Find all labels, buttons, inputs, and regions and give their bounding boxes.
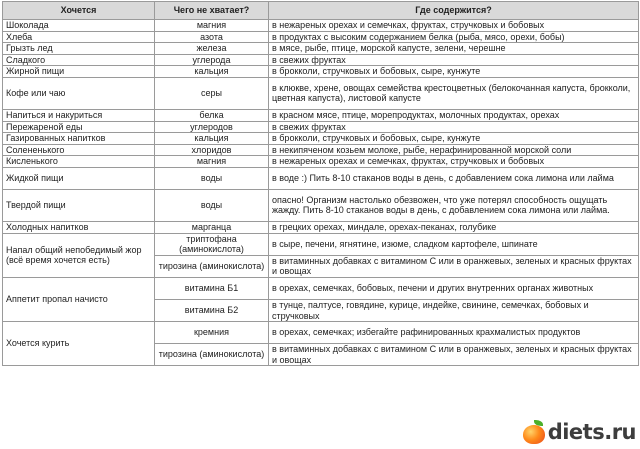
- want-cell: Солененького: [3, 144, 155, 156]
- source-cell: в продуктах с высоким содержанием белка (рыба, мясо, орехи, бобы): [269, 31, 639, 43]
- table-row: [3, 43, 639, 55]
- want-cell: Твердой пищи: [3, 189, 155, 221]
- source-cell: в орехах, семечках, бобовых, печени и других внутренних органах животных: [269, 277, 639, 299]
- table-row: [3, 277, 639, 299]
- source-cell: в орехах, семечках; избегайте рафинированных крахмалистых продуктов: [269, 322, 639, 344]
- need-cell: углеродов: [155, 121, 269, 133]
- want-cell: Хлеба: [3, 31, 155, 43]
- table-row: [3, 121, 639, 133]
- want-cell: Сладкого: [3, 54, 155, 66]
- header-source: Где содержится?: [269, 2, 639, 20]
- source-cell: в свежих фруктах: [269, 121, 639, 133]
- source-cell: в красном мясе, птице, морепродуктах, молочных продуктах, орехах: [269, 109, 639, 121]
- source-cell: в витаминных добавках с витамином С или в оранжевых, зеленых и красных фруктах и овощах: [269, 255, 639, 277]
- source-cell: в брокколи, стручковых и бобовых, сыре, кунжуте: [269, 66, 639, 78]
- need-cell: витамина Б1: [155, 277, 269, 299]
- source-cell: в свежих фруктах: [269, 54, 639, 66]
- source-cell: в мясе, рыбе, птице, морской капусте, зелени, черешне: [269, 43, 639, 55]
- source-cell: в брокколи, стручковых и бобовых, сыре, кунжуте: [269, 133, 639, 145]
- apple-icon: [522, 420, 546, 444]
- table-row: [3, 144, 639, 156]
- need-cell: тирозина (аминокислота): [155, 255, 269, 277]
- source-cell: в нежареных орехах и семечках, фруктах, стручковых и бобовых: [269, 20, 639, 32]
- want-cell-group: Напал общий непобедимый жор (всё время хочется есть): [3, 233, 155, 277]
- table-row: [3, 66, 639, 78]
- table-row: [3, 167, 639, 189]
- need-cell: триптофана (аминокислота): [155, 233, 269, 255]
- table-row: [3, 31, 639, 43]
- site-watermark: [522, 417, 638, 447]
- need-cell: кальция: [155, 66, 269, 78]
- want-cell-group: Аппетит пропал начисто: [3, 277, 155, 321]
- cravings-table: [2, 1, 639, 366]
- header-want: Хочется: [3, 2, 155, 20]
- want-cell: Напиться и накуриться: [3, 109, 155, 121]
- table-row: [3, 322, 639, 344]
- need-cell: углерода: [155, 54, 269, 66]
- want-cell: Газированных напитков: [3, 133, 155, 145]
- need-cell: витамина Б2: [155, 299, 269, 321]
- source-cell: в грецких орехах, миндале, орехах-пеканах, голубике: [269, 221, 639, 233]
- source-cell: в витаминных добавках с витамином С или в оранжевых, зеленых и красных фруктах и овощах: [269, 344, 639, 366]
- want-cell: Холодных напитков: [3, 221, 155, 233]
- want-cell: Кофе или чаю: [3, 77, 155, 109]
- source-cell: в сыре, печени, ягнятине, изюме, сладком картофеле, шпинате: [269, 233, 639, 255]
- want-cell: Пережареной еды: [3, 121, 155, 133]
- need-cell: белка: [155, 109, 269, 121]
- header-need: Чего не хватает?: [155, 2, 269, 20]
- table-row: [3, 156, 639, 168]
- table-row: [3, 133, 639, 145]
- need-cell: азота: [155, 31, 269, 43]
- source-cell: в нежареных орехах и семечках, фруктах, стручковых и бобовых: [269, 156, 639, 168]
- watermark-text: diets.ru: [547, 420, 636, 444]
- need-cell: магния: [155, 156, 269, 168]
- need-cell: железа: [155, 43, 269, 55]
- need-cell: магния: [155, 20, 269, 32]
- source-cell: в клюкве, хрене, овощах семейства крестоцветных (белокочанная капуста, брокколи, цветная капуста), листовой капусте: [269, 77, 639, 109]
- want-cell-group: Хочется курить: [3, 322, 155, 366]
- header-row: [3, 2, 639, 20]
- need-cell: марганца: [155, 221, 269, 233]
- want-cell: Кисленького: [3, 156, 155, 168]
- table-row: [3, 221, 639, 233]
- need-cell: серы: [155, 77, 269, 109]
- table-row: [3, 189, 639, 221]
- table-row: [3, 54, 639, 66]
- want-cell: Грызть лед: [3, 43, 155, 55]
- source-cell: опасно! Организм настолько обезвожен, что уже потерял способность ощущать жажду. Пить 8-10 стаканов воды в день, с добавлением сока лимона или лайма.: [269, 189, 639, 221]
- want-cell: Жирной пищи: [3, 66, 155, 78]
- want-cell: Жидкой пищи: [3, 167, 155, 189]
- need-cell: воды: [155, 167, 269, 189]
- source-cell: в тунце, палтусе, говядине, курице, индейке, свинине, семечках, бобовых и стручковых: [269, 299, 639, 321]
- need-cell: воды: [155, 189, 269, 221]
- table-row: [3, 233, 639, 255]
- source-cell: в воде :) Пить 8-10 стаканов воды в день, с добавлением сока лимона или лайма: [269, 167, 639, 189]
- need-cell: хлоридов: [155, 144, 269, 156]
- source-cell: в некипяченом козьем молоке, рыбе, нерафинированной морской соли: [269, 144, 639, 156]
- table-row: [3, 20, 639, 32]
- need-cell: тирозина (аминокислота): [155, 344, 269, 366]
- need-cell: кальция: [155, 133, 269, 145]
- need-cell: кремния: [155, 322, 269, 344]
- table-row: [3, 109, 639, 121]
- table-row: [3, 77, 639, 109]
- want-cell: Шоколада: [3, 20, 155, 32]
